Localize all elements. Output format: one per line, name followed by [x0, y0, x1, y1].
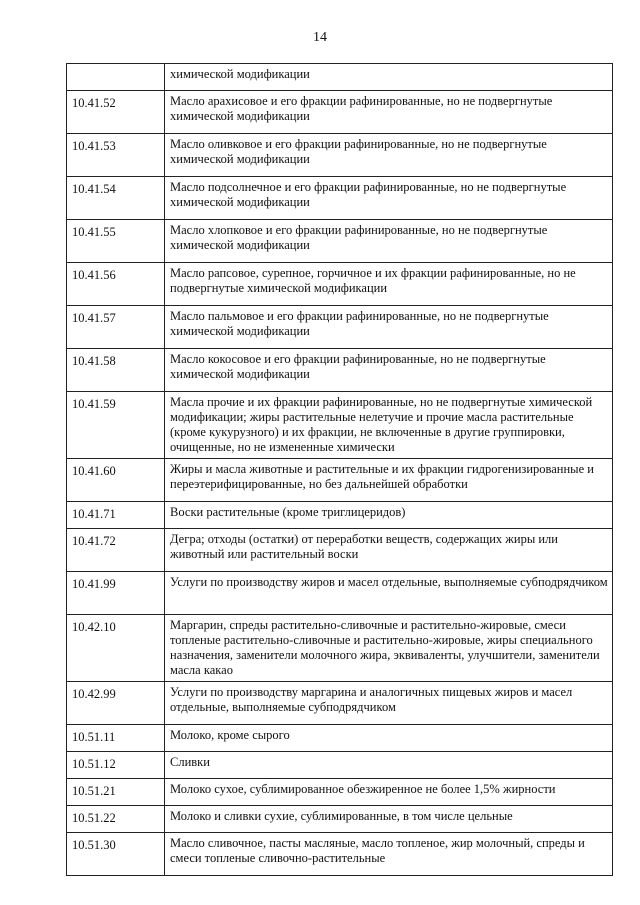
code-cell: 10.51.12 — [67, 752, 165, 779]
code-cell: 10.42.99 — [67, 682, 165, 725]
table-row — [67, 502, 613, 529]
description-cell: химической модификации — [165, 64, 613, 91]
description-cell: Молоко и сливки сухие, сублимированные, в том числе цельные — [165, 806, 613, 833]
code-cell: 10.51.22 — [67, 806, 165, 833]
code-cell: 10.41.55 — [67, 220, 165, 263]
code-cell — [67, 64, 165, 91]
table-row — [67, 91, 613, 134]
table-row — [67, 349, 613, 392]
table-row — [67, 752, 613, 779]
code-cell: 10.41.99 — [67, 572, 165, 615]
description-cell: Масло арахисовое и его фракции рафинированные, но не подвергнутые химической модификации — [165, 91, 613, 134]
table-row — [67, 134, 613, 177]
description-cell: Молоко сухое, сублимированное обезжиренное не более 1,5% жирности — [165, 779, 613, 806]
code-cell: 10.41.71 — [67, 502, 165, 529]
code-cell: 10.41.58 — [67, 349, 165, 392]
table-row — [67, 459, 613, 502]
table-row — [67, 779, 613, 806]
description-cell: Воски растительные (кроме триглицеридов) — [165, 502, 613, 529]
code-cell: 10.41.72 — [67, 529, 165, 572]
description-cell: Услуги по производству жиров и масел отдельные, выполняемые субподрядчиком — [165, 572, 613, 615]
description-cell: Молоко, кроме сырого — [165, 725, 613, 752]
description-cell: Маргарин, спреды растительно-сливочные и растительно-жировые, смеси топленые растительно-сливочные и растительно-жировые, жиры специального назначения, заменители молочного жира, эквиваленты, улучшители, заменители масла какао — [165, 615, 613, 682]
table-row — [67, 306, 613, 349]
code-cell: 10.41.60 — [67, 459, 165, 502]
description-cell: Масло хлопковое и его фракции рафинированные, но не подвергнутые химической модификации — [165, 220, 613, 263]
description-cell: Масло подсолнечное и его фракции рафинированные, но не подвергнутые химической модификации — [165, 177, 613, 220]
code-cell: 10.42.10 — [67, 615, 165, 682]
code-cell: 10.41.54 — [67, 177, 165, 220]
code-cell: 10.41.52 — [67, 91, 165, 134]
code-cell: 10.51.21 — [67, 779, 165, 806]
description-cell: Дегра; отходы (остатки) от переработки веществ, содержащих жиры или животный или растительный воски — [165, 529, 613, 572]
description-cell: Масло пальмовое и его фракции рафинированные, но не подвергнутые химической модификации — [165, 306, 613, 349]
description-cell: Масло оливковое и его фракции рафинированные, но не подвергнутые химической модификации — [165, 134, 613, 177]
table-row — [67, 177, 613, 220]
description-cell: Масло рапсовое, сурепное, горчичное и их фракции рафинированные, но не подвергнутые химической модификации — [165, 263, 613, 306]
code-cell: 10.51.30 — [67, 833, 165, 876]
table-row — [67, 806, 613, 833]
table-row — [67, 64, 613, 91]
description-cell: Жиры и масла животные и растительные и их фракции гидрогенизированные и переэтерифицированные, но без дальнейшей обработки — [165, 459, 613, 502]
code-cell: 10.51.11 — [67, 725, 165, 752]
description-cell: Услуги по производству маргарина и аналогичных пищевых жиров и масел отдельные, выполняемые субподрядчиком — [165, 682, 613, 725]
description-cell: Масло кокосовое и его фракции рафинированные, но не подвергнутые химической модификации — [165, 349, 613, 392]
table-row — [67, 572, 613, 615]
code-cell: 10.41.57 — [67, 306, 165, 349]
description-cell: Масло сливочное, пасты масляные, масло топленое, жир молочный, спреды и смеси топленые сливочно-растительные — [165, 833, 613, 876]
description-cell: Сливки — [165, 752, 613, 779]
table-row — [67, 833, 613, 876]
classification-table — [66, 63, 613, 876]
table-row — [67, 529, 613, 572]
table-row — [67, 392, 613, 459]
code-cell: 10.41.53 — [67, 134, 165, 177]
table-row — [67, 725, 613, 752]
code-cell: 10.41.56 — [67, 263, 165, 306]
table-row — [67, 220, 613, 263]
code-cell: 10.41.59 — [67, 392, 165, 459]
table-row — [67, 263, 613, 306]
table-row — [67, 682, 613, 725]
table-row — [67, 615, 613, 682]
page-number: 14 — [313, 30, 327, 45]
description-cell: Масла прочие и их фракции рафинированные, но не подвергнутые химической модификации; жиры растительные нелетучие и прочие масла растительные (кроме кукурузного) и их фракции, не включенные в другие группировки, очищенные, но не измененные химически — [165, 392, 613, 459]
